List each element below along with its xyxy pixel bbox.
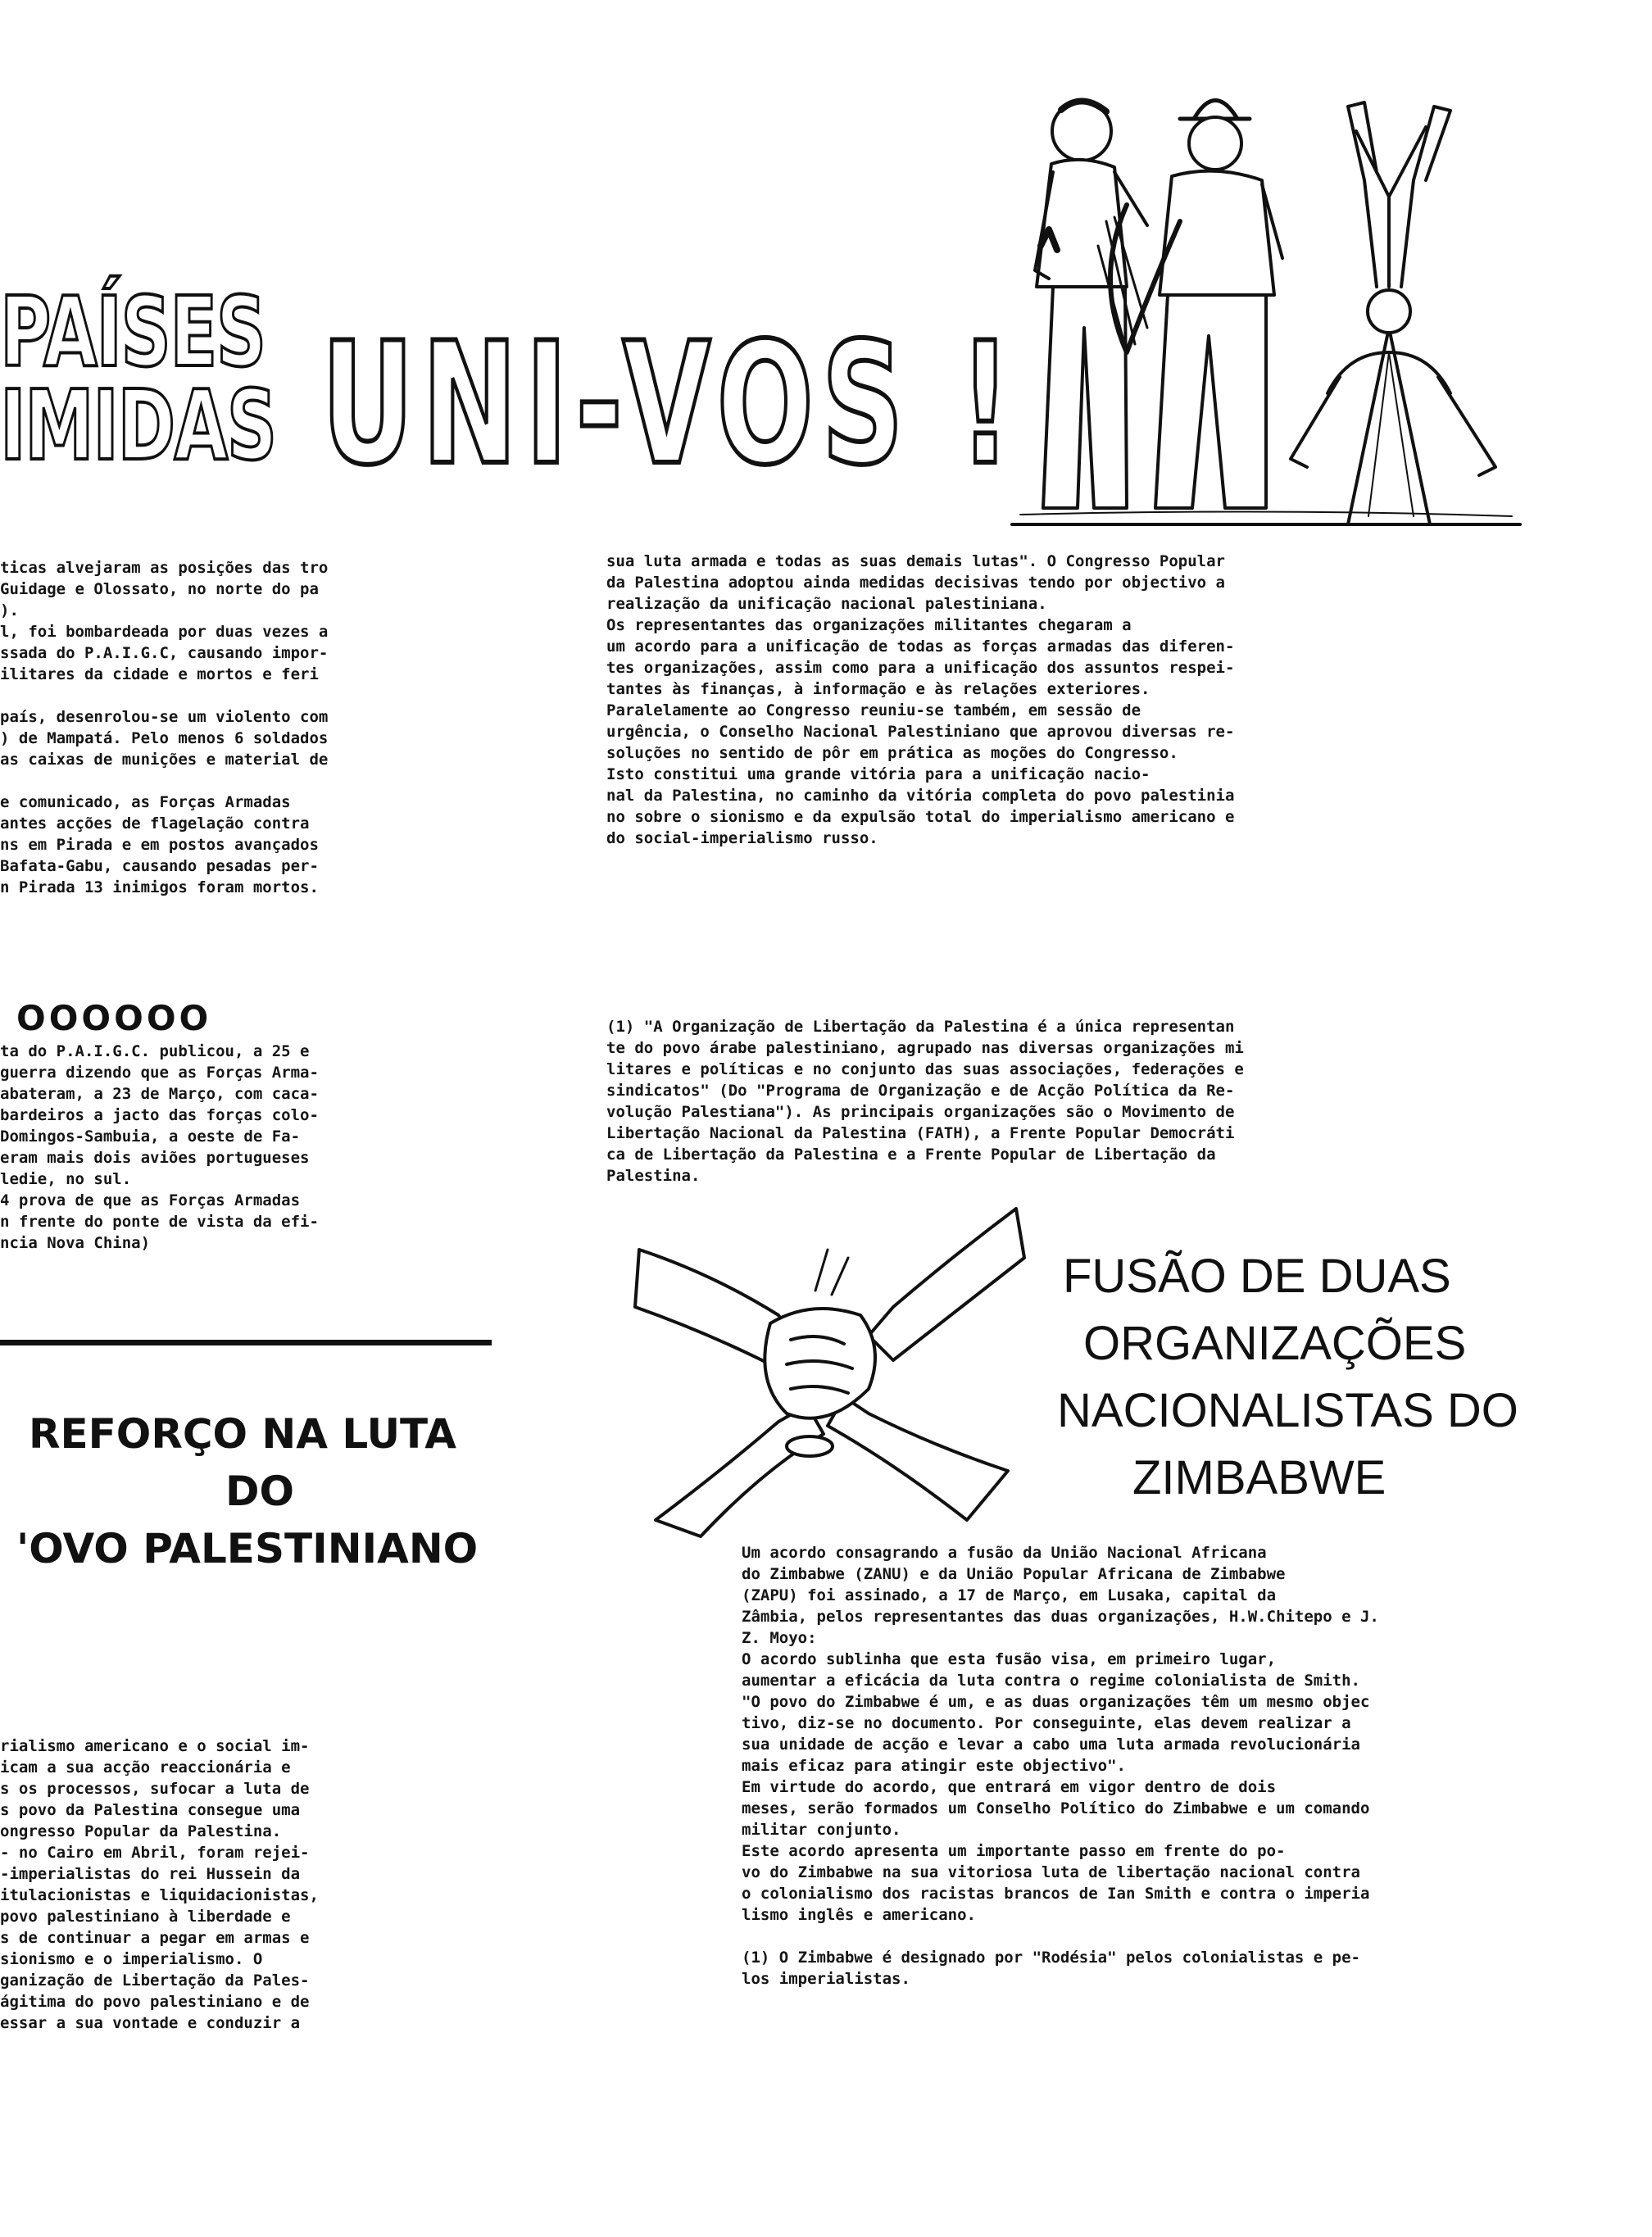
right-column-text-a xyxy=(606,551,1549,849)
text-line: s povo da Palestina consegue uma xyxy=(0,1801,301,1819)
text-line: Em virtude do acordo, que entrará em vigor dentro de dois xyxy=(742,1778,1277,1796)
masthead-line-1: PAÍSES xyxy=(0,275,266,388)
text-line xyxy=(0,685,492,706)
text-line: los imperialistas. xyxy=(742,1970,910,1988)
text-line: s de continuar a pegar em armas e xyxy=(0,1929,310,1947)
text-line: ilitares da cidade e mortos e feri xyxy=(0,665,319,683)
text-line: Um acordo consagrando a fusão da União Nacional Africana xyxy=(742,1544,1267,1562)
text-line: um acordo para a unificação de todas as forças armadas das diferen- xyxy=(606,638,1235,656)
text-line: sua unidade de acção e levar a cabo uma luta armada revolucionária xyxy=(742,1736,1360,1754)
text-line: litares e políticas e no conjunto das suas associações, federações e xyxy=(606,1060,1244,1078)
text-line: essar a sua vontade e conduzir a xyxy=(0,2014,301,2032)
joined-hands-illustration xyxy=(623,1200,1032,1545)
text-line: no sobre o sionismo e da expulsão total do imperialismo americano e xyxy=(606,808,1235,826)
text-line: "O povo do Zimbabwe é um, e as duas organizações têm um mesmo objec xyxy=(742,1693,1370,1711)
text-line: bardeiros a jacto das forças colo- xyxy=(0,1106,319,1124)
palestine-headline-line-3: 'OVO PALESTINIANO xyxy=(16,1525,479,1572)
text-line: ns em Pirada e em postos avançados xyxy=(0,836,319,854)
left-column-text-a xyxy=(0,557,492,898)
text-line: tantes às finanças, à informação e às relações exteriores. xyxy=(606,680,1150,698)
revolutionary-figures-illustration xyxy=(1004,82,1528,534)
text-line: 4 prova de que as Forças Armadas xyxy=(0,1191,301,1209)
text-line: sua luta armada e todas as suas demais lutas". O Congresso Popular xyxy=(606,552,1225,570)
text-line: da Palestina adoptou ainda medidas decisivas tendo por objectivo a xyxy=(606,574,1225,592)
text-line: (1) "A Organização de Libertação da Palestina é a única representan xyxy=(606,1018,1235,1036)
masthead-headline: UNI-VOS ! xyxy=(321,307,1019,502)
text-line: Isto constitui uma grande vitória para a unificação nacio- xyxy=(606,765,1150,783)
palestine-headline-line-1: REFORÇO NA LUTA xyxy=(29,1410,456,1458)
text-line: icam a sua acção reaccionária e xyxy=(0,1758,291,1776)
text-line: Este acordo apresenta um importante passo em frente do po- xyxy=(742,1842,1286,1860)
text-line: rialismo americano e o social im- xyxy=(0,1737,310,1755)
text-line: O acordo sublinha que esta fusão visa, em primeiro lugar, xyxy=(742,1650,1277,1668)
text-line: ta do P.A.I.G.C. publicou, a 25 e xyxy=(0,1042,310,1060)
text-line: s os processos, sufocar a luta de xyxy=(0,1780,310,1798)
text-line: ) de Mampatá. Pelo menos 6 soldados xyxy=(0,729,329,747)
text-line: vo do Zimbabwe na sua vitoriosa luta de libertação nacional contra xyxy=(742,1863,1360,1881)
text-line: ledie, no sul. xyxy=(0,1170,132,1188)
text-line: o colonialismo dos racistas brancos de Ian Smith e contra o imperia xyxy=(742,1885,1370,1903)
text-line: ca de Libertação da Palestina e a Frente Popular de Libertação da xyxy=(606,1146,1216,1164)
text-line: itulacionistas e liquidacionistas, xyxy=(0,1886,319,1904)
text-line: (ZAPU) foi assinado, a 17 de Março, em Lusaka, capital da xyxy=(742,1586,1277,1604)
text-line: n frente do ponte de vista da efi- xyxy=(0,1213,319,1231)
zimbabwe-headline-line-4: ZIMBABWE xyxy=(1132,1451,1386,1504)
text-line: l, foi bombardeada por duas vezes a xyxy=(0,623,329,641)
text-line: as caixas de munições e material de xyxy=(0,751,329,769)
text-line: ssada do P.A.I.G.C, causando impor- xyxy=(0,644,329,662)
text-line: abateram, a 23 de Março, com caca- xyxy=(0,1085,319,1103)
right-column-text-c xyxy=(742,1542,1553,1990)
text-line: Libertação Nacional da Palestina (FATH), a Frente Popular Democráti xyxy=(606,1124,1235,1142)
text-line: antes acções de flagelação contra xyxy=(0,814,310,833)
text-line: Palestina. xyxy=(606,1167,701,1185)
zimbabwe-headline-line-1: FUSÃO DE DUAS xyxy=(1063,1250,1451,1303)
text-line: mais eficaz para atingir este objectivo". xyxy=(742,1757,1126,1775)
left-column-text-c xyxy=(0,1736,492,2034)
text-line: guerra dizendo que as Forças Arma- xyxy=(0,1064,319,1082)
text-line: sindicatos" (Do "Programa de Organização e de Acção Política da Re- xyxy=(606,1082,1235,1100)
text-line: ágitima do povo palestiniano e de xyxy=(0,1993,310,2011)
text-line: Z. Moyo: xyxy=(742,1629,817,1647)
text-line: volução Palestiana"). As principais organizações são o Movimento de xyxy=(606,1103,1235,1121)
text-line: do Zimbabwe (ZANU) e da União Popular Africana de Zimbabwe xyxy=(742,1565,1286,1583)
text-line: Guidage e Olossato, no norte do pa xyxy=(0,580,319,598)
text-line: urgência, o Conselho Nacional Palestiniano que aprovou diversas re- xyxy=(606,723,1235,741)
text-line: n Pirada 13 inimigos foram mortos. xyxy=(0,878,319,896)
text-line: povo palestiniano à liberdade e xyxy=(0,1908,291,1926)
text-line: ncia Nova China) xyxy=(0,1234,151,1252)
text-line: soluções no sentido de pôr em prática as moções do Congresso. xyxy=(606,744,1178,762)
text-line: aumentar a eficácia da luta contra o regime colonialista de Smith. xyxy=(742,1672,1360,1690)
text-line: -imperialistas do rei Hussein da xyxy=(0,1865,301,1883)
text-line: Os representantes das organizações militantes chegaram a xyxy=(606,616,1132,634)
text-line: ticas alvejaram as posições das tro xyxy=(0,559,329,577)
text-line: ganização de Libertação da Pales- xyxy=(0,1972,310,1990)
zimbabwe-headline-line-2: ORGANIZAÇÕES xyxy=(1083,1317,1467,1370)
text-line: - no Cairo em Abril, foram rejei- xyxy=(0,1844,310,1862)
text-line xyxy=(742,1926,1553,1947)
text-line: te do povo árabe palestiniano, agrupado nas diversas organizações mi xyxy=(606,1039,1244,1057)
section-separator-circles: OOOOOO xyxy=(16,998,212,1038)
text-line: meses, serão formados um Conselho Político do Zimbabwe e um comando xyxy=(742,1799,1370,1817)
text-line: ongresso Popular da Palestina. xyxy=(0,1822,282,1840)
text-line: lismo inglês e americano. xyxy=(742,1906,976,1924)
section-divider xyxy=(0,1340,492,1345)
masthead-line-2: IMIDAS xyxy=(0,369,276,482)
palestine-headline-line-2: DO xyxy=(225,1468,295,1515)
text-line: eram mais dois aviões portugueses xyxy=(0,1149,310,1167)
text-line: Paralelamente ao Congresso reuniu-se também, em sessão de xyxy=(606,701,1141,719)
text-line: país, desenrolou-se um violento com xyxy=(0,708,329,726)
text-line: sionismo e o imperialismo. O xyxy=(0,1950,263,1968)
text-line: e comunicado, as Forças Armadas xyxy=(0,793,291,811)
text-line: Domingos-Sambuia, a oeste de Fa- xyxy=(0,1128,301,1146)
right-column-footnote xyxy=(606,1016,1549,1187)
text-line: realização da unificação nacional palestiniana. xyxy=(606,595,1047,613)
text-line: nal da Palestina, no caminho da vitória completa do povo palestinia xyxy=(606,787,1235,805)
text-line: do social-imperialismo russo. xyxy=(606,829,878,847)
text-line xyxy=(0,770,492,792)
left-column-text-b xyxy=(0,1041,492,1254)
text-line: tivo, diz-se no documento. Por conseguinte, elas devem realizar a xyxy=(742,1714,1351,1732)
text-line: (1) O Zimbabwe é designado por "Rodésia" pelos colonialistas e pe- xyxy=(742,1949,1360,1967)
text-line: Zâmbia, pelos representantes das duas organizações, H.W.Chitepo e J. xyxy=(742,1608,1379,1626)
text-line: Bafata-Gabu, causando pesadas per- xyxy=(0,857,319,875)
text-line: ). xyxy=(0,601,19,619)
text-line: militar conjunto. xyxy=(742,1821,901,1839)
zimbabwe-headline-line-3: NACIONALISTAS DO xyxy=(1057,1384,1518,1437)
text-line: tes organizações, assim como para a unificação dos assuntos respei- xyxy=(606,659,1235,677)
